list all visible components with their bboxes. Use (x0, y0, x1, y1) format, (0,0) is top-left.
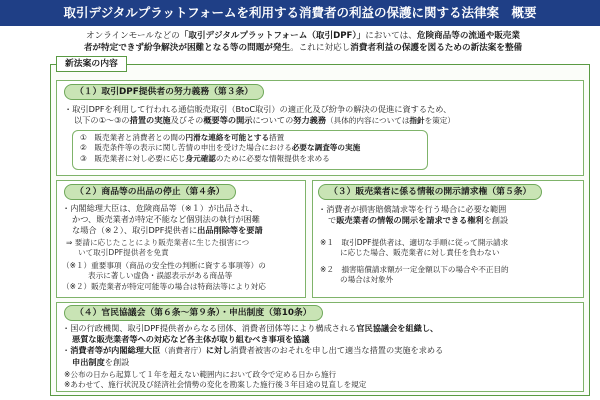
text: 販売業者と消費者との間の (94, 133, 186, 142)
footnote: ※あわせて、施行状況及び経済社会情勢の変化を勘案した施行後３年目途の見直しを規定 (64, 380, 367, 390)
text: についての (252, 115, 294, 126)
emphasis: 申出制度 (72, 356, 105, 367)
measure-item-1 (80, 133, 426, 143)
section-3-notes (320, 238, 582, 286)
section-4-footnotes (64, 370, 582, 391)
emphasis: 消費者等が内閣総理大臣 (70, 345, 161, 356)
section-3-heading: （３）販売業者に係る情報の開示請求権（第５条） (318, 184, 542, 200)
section-2-heading: （２）商品等の出品の停止（第４条） (64, 184, 236, 200)
intro-text: においては、 (365, 31, 417, 41)
intro-paragraph (18, 30, 588, 54)
note: （※１）重要事項（商品の安全性の判断に資する事項等）の (62, 261, 266, 270)
text: 販売条件等の表示に関し苦情の申出を受けた場合における (94, 143, 292, 153)
emphasis: 概要等の開示 (203, 115, 253, 126)
text: な場合（※２）、取引DPF提供者に (72, 225, 198, 236)
section-3-body (318, 204, 582, 226)
measure-item-3 (80, 154, 426, 164)
emphasis: 指針 (409, 116, 425, 126)
text: 消費者が損害賠償請求等を行う場合に必要な範囲 (326, 204, 507, 214)
emphasis: 悪質な販売業者等への対応など各主体が取り組むべき事項を協議 (72, 334, 310, 345)
emphasis: 官民協議会を組織し、 (356, 323, 439, 333)
text: 消費者被害のおそれを申し出て適当な措置の実施を求める (230, 345, 444, 356)
emphasis: に対し (205, 345, 231, 356)
section-2-arrow-note (66, 238, 304, 259)
note: ※１ 取引DPF提供者は、適切な手順に従って開示請求 (320, 238, 509, 247)
emphasis: 円滑な連絡を可能とする (185, 133, 270, 142)
text: いて取引DPF提供者を免責 (78, 248, 169, 258)
note: （※２）販売業者が特定可能等の場合は特商法等により対応 (62, 281, 266, 291)
emphasis: 出品削除等を要請 (197, 225, 263, 236)
bullet (64, 104, 72, 114)
section-1-line: 取引DPFを利用して行われる通信販売取引（BtoC取引）の適正化及び紛争の解決の促進に資するため、 (72, 104, 452, 114)
section-1-body (64, 104, 580, 127)
intro-highlight: 「取引デジタルプラットフォーム（取引DPF）」 (179, 31, 366, 41)
text: を策定） (424, 116, 455, 126)
text: 及びその (170, 115, 204, 126)
intro-highlight: 危険商品等の流通や販売業 (416, 31, 520, 41)
footnote: ※公布の日から起算して１年を超えない範囲内において政令で定める日から施行 (64, 370, 337, 379)
text: 販売業者に対し必要に応じ (94, 153, 186, 163)
emphasis: 必要な調査等の実施 (291, 143, 361, 153)
text: （具体的内容については (326, 116, 410, 126)
text: ⇒ 要請に応じたことにより販売業者に生じた損害につ (66, 238, 250, 247)
item-number: ① (80, 133, 87, 142)
measures-list (80, 133, 426, 164)
text: 措置 (269, 133, 285, 142)
text: で (328, 215, 337, 226)
note: の場合は対象外 (340, 275, 394, 285)
note: に応じた場合、販売業者に対し責任を負わない (340, 248, 500, 258)
text: を創設 (483, 215, 509, 226)
new-law-content-label: 新法案の内容 (56, 56, 127, 72)
bullet (318, 204, 326, 214)
note: ※２ 損害賠償請求額が一定金額以下の場合や不正目的 (320, 264, 509, 274)
page-title: 取引デジタルプラットフォームを利用する消費者の利益の保護に関する法律案 概要 (0, 0, 600, 26)
section-2-notes (62, 261, 306, 292)
section-1-heading: （１）取引DPF提供者の努力義務（第３条） (64, 84, 264, 100)
note: 表示に著しい虚偽・誤認表示がある商品等 (88, 271, 233, 281)
bullet (62, 323, 70, 333)
emphasis: 措置の実施 (129, 115, 171, 126)
section-4-heading: （４）官民協議会（第６条～第９条）・申出制度（第10条） (64, 305, 323, 321)
section-4-body (62, 323, 582, 368)
emphasis: 販売業者の情報の開示を請求できる権利 (336, 215, 484, 226)
text: のために必要な情報提供を求める (215, 153, 330, 163)
section-2-body (62, 203, 304, 237)
text: （消費者庁） (160, 346, 206, 356)
bullet (62, 203, 70, 213)
text: 国の行政機関、取引DPF提供者からなる団体、消費者団体等により構成される (70, 323, 357, 333)
text: 以下の①～③の (74, 115, 130, 126)
intro-highlight: 消費者利益の保護を図るための新法案を整備 (350, 43, 523, 53)
emphasis: 努力義務 (293, 115, 327, 126)
bullet (62, 345, 70, 355)
emphasis: 身元確認 (185, 153, 216, 163)
intro-text: オンラインモールなどの (86, 31, 180, 41)
text: 内閣総理大臣は、危険商品等（※１）が出品され、 (70, 203, 258, 213)
item-number: ② (80, 143, 87, 153)
text: を創設 (104, 356, 130, 367)
intro-text: 。これに対応し (290, 43, 351, 53)
measure-item-2 (80, 143, 426, 153)
item-number: ③ (80, 153, 87, 163)
intro-highlight: 者が特定できず紛争解決が困難となる等の問題が発生 (83, 43, 291, 53)
text: かつ、販売業者が特定不能など個別法の執行が困難 (72, 214, 260, 225)
